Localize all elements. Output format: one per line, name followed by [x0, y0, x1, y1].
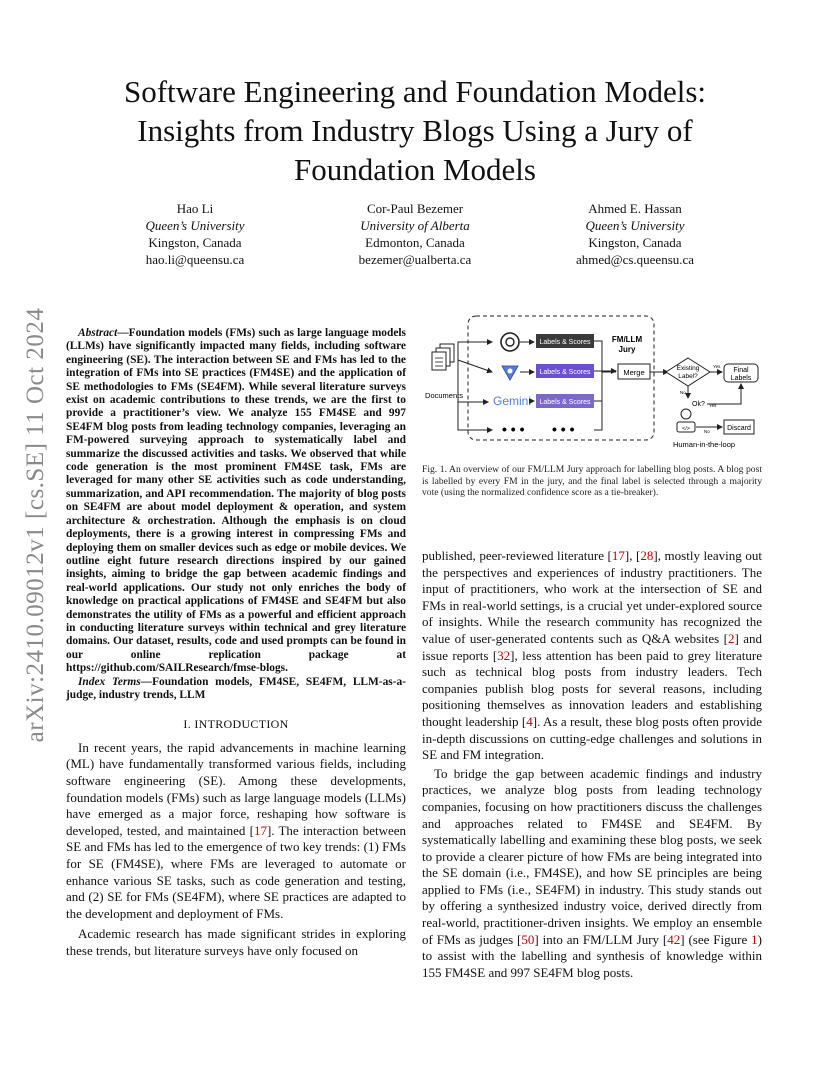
- code-icon: </>: [682, 426, 690, 432]
- index-terms-lead: Index Terms: [78, 675, 141, 688]
- ok-label: Ok?: [692, 401, 705, 408]
- paper-title: [70, 72, 760, 189]
- right-column-figure: [422, 312, 762, 499]
- labels-scores-text-3: Labels & Scores: [539, 399, 591, 406]
- section-number: I.: [183, 717, 195, 732]
- documents-label: Documents: [425, 391, 463, 400]
- section-heading-introduction: [66, 718, 406, 731]
- documents-icon: [432, 344, 454, 370]
- existing-label-text-1: Existing: [676, 365, 700, 372]
- author-name: Cor-Paul Bezemer: [366, 201, 464, 216]
- citation-link[interactable]: 32: [497, 647, 511, 663]
- existing-label-diamond: [666, 358, 710, 386]
- title-line: Software Engineering and Foundation Models:: [123, 74, 706, 109]
- human-icon: [677, 409, 695, 432]
- text-run: ] and issue reports [: [422, 630, 762, 663]
- text-run: ] (see Figure: [680, 931, 752, 947]
- final-labels-text-2: Labels: [730, 375, 752, 382]
- fig-title-2: Jury: [618, 345, 636, 354]
- text-run: ], less attention has been paid to grey literature such as technical blog posts from industry leaders. Tech companies publish blog posts for several reasons, including positioning themselves as innovation leaders and establishing thought leadership [: [422, 647, 762, 729]
- author-location: Edmonton, Canada: [365, 235, 465, 250]
- figure-1: [422, 312, 762, 452]
- intro-paragraph-2: Academic research has made significant strides in exploring these trends, but literature surveys have only focused on: [66, 926, 406, 958]
- openai-icon: [501, 333, 519, 351]
- text-run: ], mostly leaving out the perspectives and experiences of industry practitioners. The input of practitioners, who work at the intersection of SE and FMs in real-world settings, is a crucial yet under-explored source of insights. While the research community has recognized the value of user-generated contents such as Q&A websites [: [422, 548, 762, 646]
- text-run: In recent years, the rapid advancements in machine learning (ML) have fundamentally transformed various fields, including software engineering (SE). Among these developments, foundation models (FMs) such as large language models (LLMs) have emerged as a major force, reshaping how software is developed, tested, and maintained [: [66, 739, 406, 838]
- text-run: ]. The interaction between SE and FMs has led to the emergence of two key trends: (1) FMs for SE (FM4SE), where FMs are leveraged to automate or enhance various SE tasks, such as code generation and testing, and (2) SE for FMs (SE4FM), where SE practices are adapted to the development and deployment of FMs.: [66, 822, 407, 921]
- right-paragraph-1: [422, 548, 762, 764]
- author-affiliation: University of Alberta: [360, 218, 470, 233]
- author-1: [95, 200, 295, 268]
- existing-label-text-2: Label?: [678, 373, 698, 380]
- jury-diagram: [422, 312, 762, 452]
- index-terms: [66, 676, 406, 703]
- author-email: ahmed@cs.queensu.ca: [575, 252, 695, 267]
- left-column: [66, 327, 406, 960]
- author-email: bezemer@ualberta.ca: [358, 252, 472, 267]
- labels-scores-text-1: Labels & Scores: [539, 339, 591, 346]
- section-title-rest: NTRODUCTION: [198, 717, 289, 732]
- text-run: To bridge the gap between academic findings and industry practices, we analyze blog posts from leading technology companies, focusing on how practitioners discuss the challenges and approaches related to FM4SE and SE4FM. By systematically labelling and examining these blog posts, we seek to provide a clearer picture of how FMs are being integrated into the SE domain (i.e., FM4SE), and how SE principles are being applied to FMs (i.e., SE4FM) in industry. This study stands out by offering a synthesized industry voice, derived directly from real-world, practitioner-driven insights. We employ an ensemble of FMs as judges [: [422, 765, 762, 947]
- text-run: ] into an FM/LLM Jury [: [534, 931, 668, 947]
- citation-link[interactable]: 17: [253, 822, 267, 838]
- gemini-logo: Gemini: [493, 394, 532, 408]
- fig-title-1: FM/LLM: [611, 335, 643, 344]
- figure-caption: Fig. 1. An overview of our FM/LLM Jury approach for labelling blog posts. A blog post is labelled by every FM in the jury, and the final label is selected through a majority vote (using the normalized confidence score as a tie-breaker).: [422, 464, 762, 499]
- merge-label: Merge: [623, 368, 645, 377]
- right-column-text: [422, 548, 762, 981]
- more-labels-dots: • • •: [552, 421, 575, 437]
- model-2-icon: [502, 366, 518, 380]
- abstract: [66, 327, 406, 676]
- author-name: Hao Li: [176, 201, 214, 216]
- arxiv-stamp: [14, 292, 58, 758]
- figure-link[interactable]: 1: [751, 931, 758, 947]
- no-label-1: No: [680, 390, 686, 395]
- title-line: Insights from Industry Blogs Using a Jury of: [137, 113, 693, 148]
- more-models-dots: • • •: [502, 421, 525, 437]
- human-in-loop-label: Human-in-the-loop: [672, 440, 736, 449]
- citation-link[interactable]: 42: [667, 931, 681, 947]
- abstract-lead: Abstract: [78, 327, 118, 339]
- discard-text: Discard: [727, 425, 751, 432]
- text-run: ) to assist with the labelling and synthesis of knowledge within 155 FM4SE and 997 SE4FM blog posts.: [422, 931, 762, 980]
- text-run: ], [: [624, 548, 641, 563]
- arxiv-stamp-text: arXiv:2410.09012v1 [cs.SE] 11 Oct 2024: [22, 307, 49, 743]
- abstract-text: —Foundation models (FMs) such as large language models (LLMs) have significantly impacted many fields, including software engineering (SE). The interaction between SE and FMs has led to the integration of FMs into SE practices (FM4SE) and the application of SE methodologies to FMs (SE4FM). While several literature surveys exist on academic contributions to these trends, we are the first to provide a practitioner’s view. We analyze 155 FM4SE and 997 SE4FM blog posts from leading technology companies, leveraging an FM-powered surveying approach to systematically label and summarize the discussed activities and tasks. We observed that while code generation is the most prominent FM4SE task, FMs are leveraged for many other SE activities such as code understanding, summarization, and API recommendation. The majority of blog posts on SE4FM are about model deployment & operation, and system architecture & orchestration. Although the emphasis is on cloud deployments, there is a growing interest in compressing FMs and deploying them on smaller devices such as edge or mobile devices. We outline eight future research directions inspired by our gained insights, aiming to bridge the gap between academic findings and real-world applications. Our study not only enriches the body of knowledge on practical applications of FM4SE and SE4FM but also demonstrates the utility of FMs as a powerful and efficient approach in conducting literature surveys within technical and grey literature domains. Our dataset, results, code and used prompts can be found in our online replication package at https://github.com/SAILResearch/fmse-blogs.: [66, 327, 406, 675]
- citation-link[interactable]: 2: [727, 630, 735, 646]
- author-3: [535, 200, 735, 268]
- intro-paragraph-1: [66, 740, 406, 923]
- section-initial: I: [194, 717, 199, 732]
- author-location: Kingston, Canada: [588, 235, 682, 250]
- index-terms-text: —Foundation models, FM4SE, SE4FM, LLM-as-a-judge, industry trends, LLM: [66, 675, 406, 701]
- citation-link[interactable]: 50: [521, 931, 535, 947]
- yes-label-2: Yes: [709, 403, 717, 408]
- author-block: [95, 200, 735, 268]
- citation-link[interactable]: 4: [526, 713, 533, 729]
- final-labels-text-1: Final: [733, 367, 749, 374]
- author-affiliation: Queen’s University: [585, 218, 685, 233]
- no-label-2: No: [704, 429, 710, 434]
- author-affiliation: Queen’s University: [145, 218, 245, 233]
- yes-label-1: Yes: [713, 364, 721, 369]
- author-name: Ahmed E. Hassan: [588, 201, 682, 216]
- author-2: [315, 200, 515, 268]
- author-email: hao.li@queensu.ca: [145, 252, 245, 267]
- right-paragraph-2: [422, 766, 762, 982]
- title-line: Foundation Models: [294, 152, 536, 187]
- labels-scores-text-2: Labels & Scores: [539, 369, 591, 376]
- text-run: published, peer-reviewed literature [: [422, 548, 612, 563]
- citation-link[interactable]: 28: [640, 548, 654, 563]
- citation-link[interactable]: 17: [611, 548, 625, 563]
- author-location: Kingston, Canada: [148, 235, 242, 250]
- text-run: ]. As a result, these blog posts often provide in-depth discussions on cutting-edge challenges and solutions in SE and FM integration.: [422, 713, 762, 763]
